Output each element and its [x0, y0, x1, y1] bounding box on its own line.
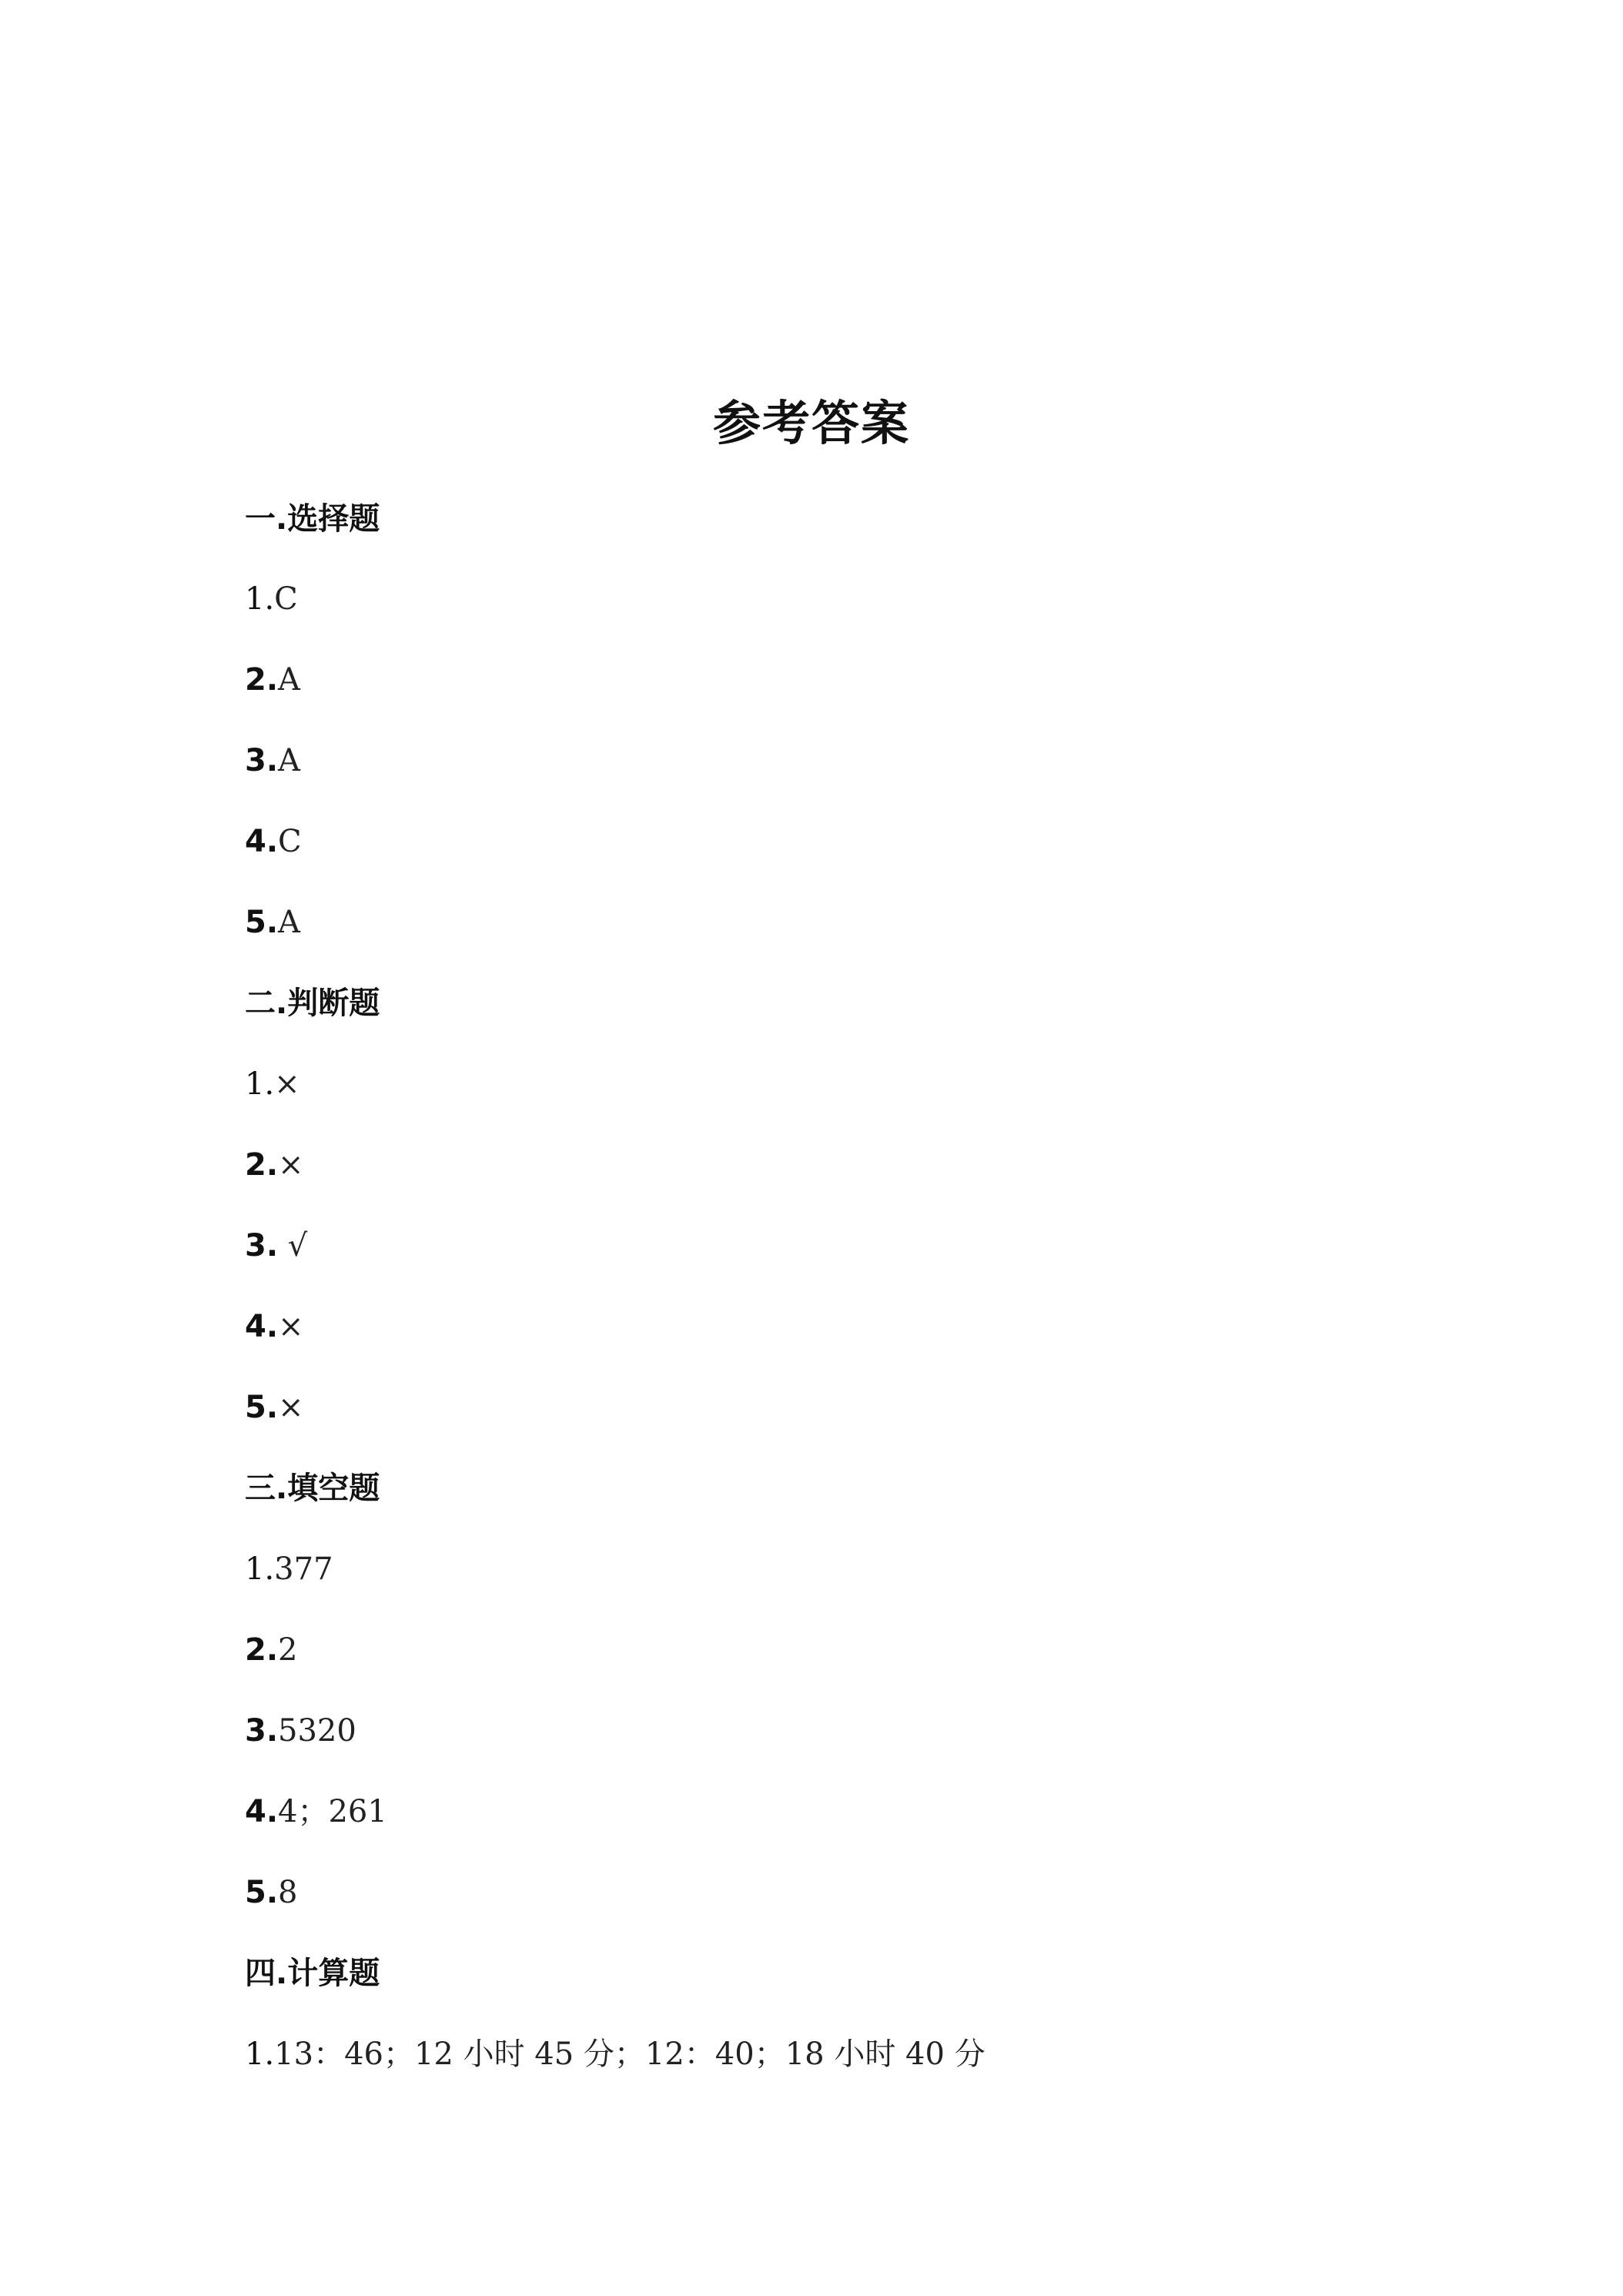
- section-heading-calculation: 四.计算题: [245, 1956, 380, 1991]
- answer-item: [245, 1627, 297, 1673]
- item-answer: ×: [278, 1309, 304, 1344]
- item-answer: A: [278, 905, 300, 940]
- item-number: 1.: [245, 1066, 275, 1102]
- page-title: 参考答案: [712, 395, 910, 451]
- answer-item: [245, 1384, 304, 1431]
- answer-item: [245, 1708, 356, 1754]
- item-answer: ×: [278, 1147, 304, 1183]
- item-number: 1.: [245, 1551, 275, 1587]
- item-number: 4.: [245, 1309, 279, 1344]
- item-answer: 5320: [278, 1713, 356, 1749]
- answer-item: [245, 1869, 297, 1916]
- section-heading-choice: 一.选择题: [245, 501, 380, 537]
- item-answer: 8: [278, 1875, 298, 1910]
- answer-item: [245, 1546, 333, 1592]
- item-answer: 4；261: [278, 1794, 387, 1829]
- item-number: 2.: [245, 1147, 279, 1183]
- item-number: 4.: [245, 824, 279, 859]
- answer-item: [245, 899, 300, 946]
- item-answer: A: [278, 743, 300, 778]
- item-answer: 377: [274, 1551, 333, 1587]
- answer-item: [245, 1304, 304, 1350]
- answer-item: [245, 1061, 300, 1107]
- item-number: 3.: [245, 743, 279, 778]
- section-heading-fill-in: 三.填空题: [245, 1471, 380, 1506]
- answer-item: [245, 2031, 986, 2077]
- section-heading-judgement: 二.判断题: [245, 986, 380, 1021]
- answer-item: [245, 818, 302, 865]
- answer-item: [245, 738, 300, 784]
- item-number: 3.: [245, 1713, 279, 1749]
- item-answer: √: [278, 1228, 308, 1263]
- item-answer: C: [274, 581, 298, 617]
- item-number: 1.: [245, 2037, 275, 2072]
- answer-item: [245, 1223, 307, 1269]
- item-answer: ×: [274, 1066, 300, 1102]
- item-number: 4.: [245, 1794, 279, 1829]
- item-number: 2.: [245, 662, 279, 698]
- item-answer: 2: [278, 1632, 298, 1668]
- answer-item: [245, 1789, 387, 1835]
- answer-item: [245, 657, 300, 703]
- item-number: 5.: [245, 1390, 279, 1425]
- item-number: 2.: [245, 1632, 279, 1668]
- item-number: 3.: [245, 1228, 279, 1263]
- item-answer: A: [278, 662, 300, 698]
- answer-item: [245, 576, 298, 622]
- answer-item: [245, 1142, 304, 1188]
- item-answer: 13：46；12 小时 45 分；12：40；18 小时 40 分: [274, 2037, 986, 2072]
- item-number: 5.: [245, 905, 279, 940]
- item-answer: C: [278, 824, 302, 859]
- item-answer: ×: [278, 1390, 304, 1425]
- item-number: 5.: [245, 1875, 279, 1910]
- item-number: 1.: [245, 581, 275, 617]
